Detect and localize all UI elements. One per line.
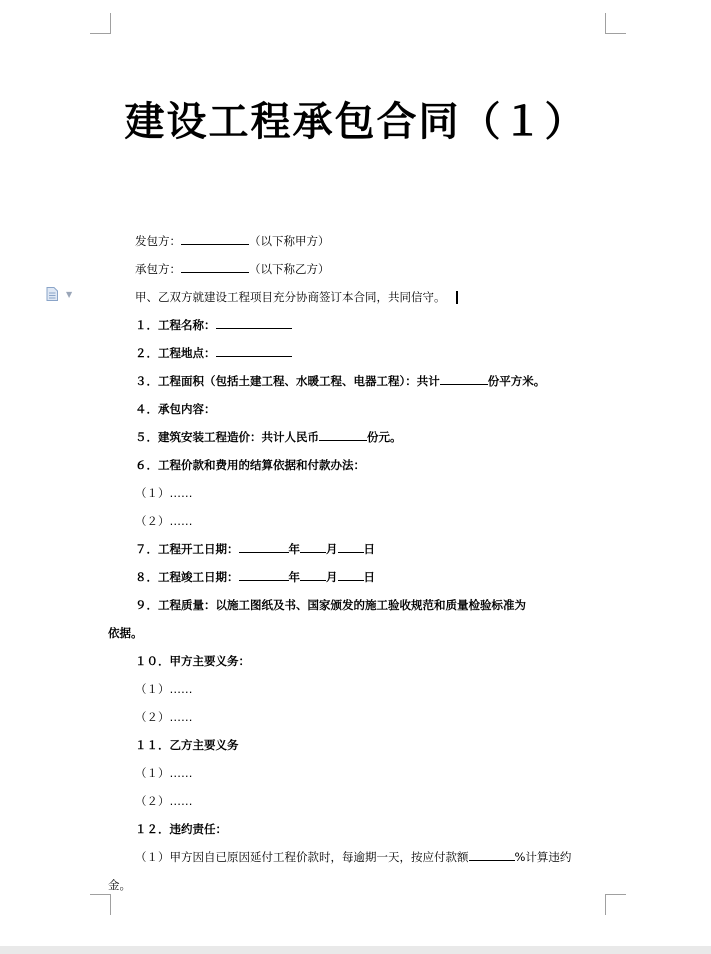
line-label: ５．建筑安装工程造价：共计人民币 bbox=[135, 430, 319, 444]
contract-line bbox=[135, 513, 193, 529]
contract-line bbox=[135, 401, 216, 417]
day-label: 日 bbox=[363, 542, 375, 556]
contract-line bbox=[135, 681, 193, 697]
line-label: ３．工程面积（包括土建工程、水暖工程、电器工程）：共计 bbox=[135, 374, 440, 388]
page-gap bbox=[0, 946, 711, 954]
line-text: １０．甲方主要义务： bbox=[135, 654, 250, 668]
chevron-down-icon[interactable]: ▼ bbox=[66, 290, 73, 299]
line-text: （１）…… bbox=[135, 682, 193, 696]
line-text: （１）…… bbox=[135, 766, 193, 780]
contract-line bbox=[135, 485, 193, 501]
contract-line bbox=[135, 233, 330, 249]
blank-field[interactable] bbox=[239, 541, 289, 553]
line-suffix: %计算违约 bbox=[514, 850, 572, 864]
contract-line bbox=[135, 345, 292, 361]
contract-line bbox=[135, 793, 193, 809]
blank-field[interactable] bbox=[181, 233, 249, 245]
text-cursor bbox=[456, 291, 458, 304]
blank-field[interactable] bbox=[338, 569, 364, 581]
line-text: ９．工程质量：以施工图纸及书、国家颁发的施工验收规范和质量检验标准为 bbox=[135, 598, 526, 612]
contract-line bbox=[135, 569, 375, 585]
line-label: （１）甲方因自已原因延付工程价款时，每逾期一天，按应付款额 bbox=[135, 850, 469, 864]
line-label: 承包方： bbox=[135, 262, 181, 276]
month-label: 月 bbox=[326, 542, 338, 556]
blank-field[interactable] bbox=[216, 317, 292, 329]
contract-line bbox=[135, 457, 365, 473]
blank-field[interactable] bbox=[338, 541, 364, 553]
line-suffix: 份元。 bbox=[367, 430, 402, 444]
document-icon[interactable] bbox=[46, 287, 58, 301]
contract-line bbox=[135, 317, 292, 333]
contract-line bbox=[135, 373, 545, 389]
contract-line bbox=[135, 765, 193, 781]
contract-line bbox=[135, 653, 250, 669]
line-label: ７．工程开工日期： bbox=[135, 542, 239, 556]
contract-line bbox=[108, 625, 143, 641]
line-label: 发包方： bbox=[135, 234, 181, 248]
line-label: １．工程名称： bbox=[135, 318, 216, 332]
line-label: ２．工程地点： bbox=[135, 346, 216, 360]
document-title: 建设工程承包合同（１） bbox=[124, 98, 587, 145]
line-text: １１．乙方主要义务 bbox=[135, 738, 239, 752]
page-corner-mark bbox=[90, 894, 111, 915]
contract-line bbox=[135, 849, 571, 865]
page-corner-mark bbox=[605, 894, 626, 915]
page-corner-mark bbox=[90, 13, 111, 34]
page-corner-mark bbox=[605, 13, 626, 34]
contract-line bbox=[135, 821, 227, 837]
blank-field[interactable] bbox=[300, 569, 326, 581]
year-label: 年 bbox=[288, 570, 300, 584]
contract-line bbox=[135, 541, 375, 557]
line-text: ６．工程价款和费用的结算依据和付款办法： bbox=[135, 458, 365, 472]
line-label: ８．工程竣工日期： bbox=[135, 570, 239, 584]
line-text: （２）…… bbox=[135, 794, 193, 808]
contract-line bbox=[135, 261, 330, 277]
blank-field[interactable] bbox=[469, 849, 515, 861]
month-label: 月 bbox=[326, 570, 338, 584]
line-text: １２．违约责任： bbox=[135, 822, 227, 836]
blank-field[interactable] bbox=[239, 569, 289, 581]
line-suffix: 份平方米。 bbox=[487, 374, 546, 388]
blank-field[interactable] bbox=[300, 541, 326, 553]
line-text: 金。 bbox=[108, 878, 131, 892]
line-text: 依据。 bbox=[108, 626, 143, 640]
contract-line bbox=[135, 709, 193, 725]
day-label: 日 bbox=[363, 570, 375, 584]
blank-field[interactable] bbox=[319, 429, 367, 441]
blank-field[interactable] bbox=[216, 345, 292, 357]
contract-line bbox=[135, 289, 458, 305]
line-text: （２）…… bbox=[135, 514, 193, 528]
line-suffix: （以下称甲方） bbox=[249, 234, 330, 248]
line-text: 甲、乙双方就建设工程项目充分协商签订本合同，共同信守。 bbox=[135, 290, 446, 304]
line-text: （２）…… bbox=[135, 710, 193, 724]
blank-field[interactable] bbox=[440, 373, 488, 385]
contract-line bbox=[135, 597, 526, 613]
contract-line bbox=[135, 737, 239, 753]
line-suffix: （以下称乙方） bbox=[249, 262, 330, 276]
line-text: ４．承包内容： bbox=[135, 402, 216, 416]
year-label: 年 bbox=[288, 542, 300, 556]
line-text: （１）…… bbox=[135, 486, 193, 500]
blank-field[interactable] bbox=[181, 261, 249, 273]
contract-line bbox=[108, 877, 131, 893]
contract-line bbox=[135, 429, 402, 445]
